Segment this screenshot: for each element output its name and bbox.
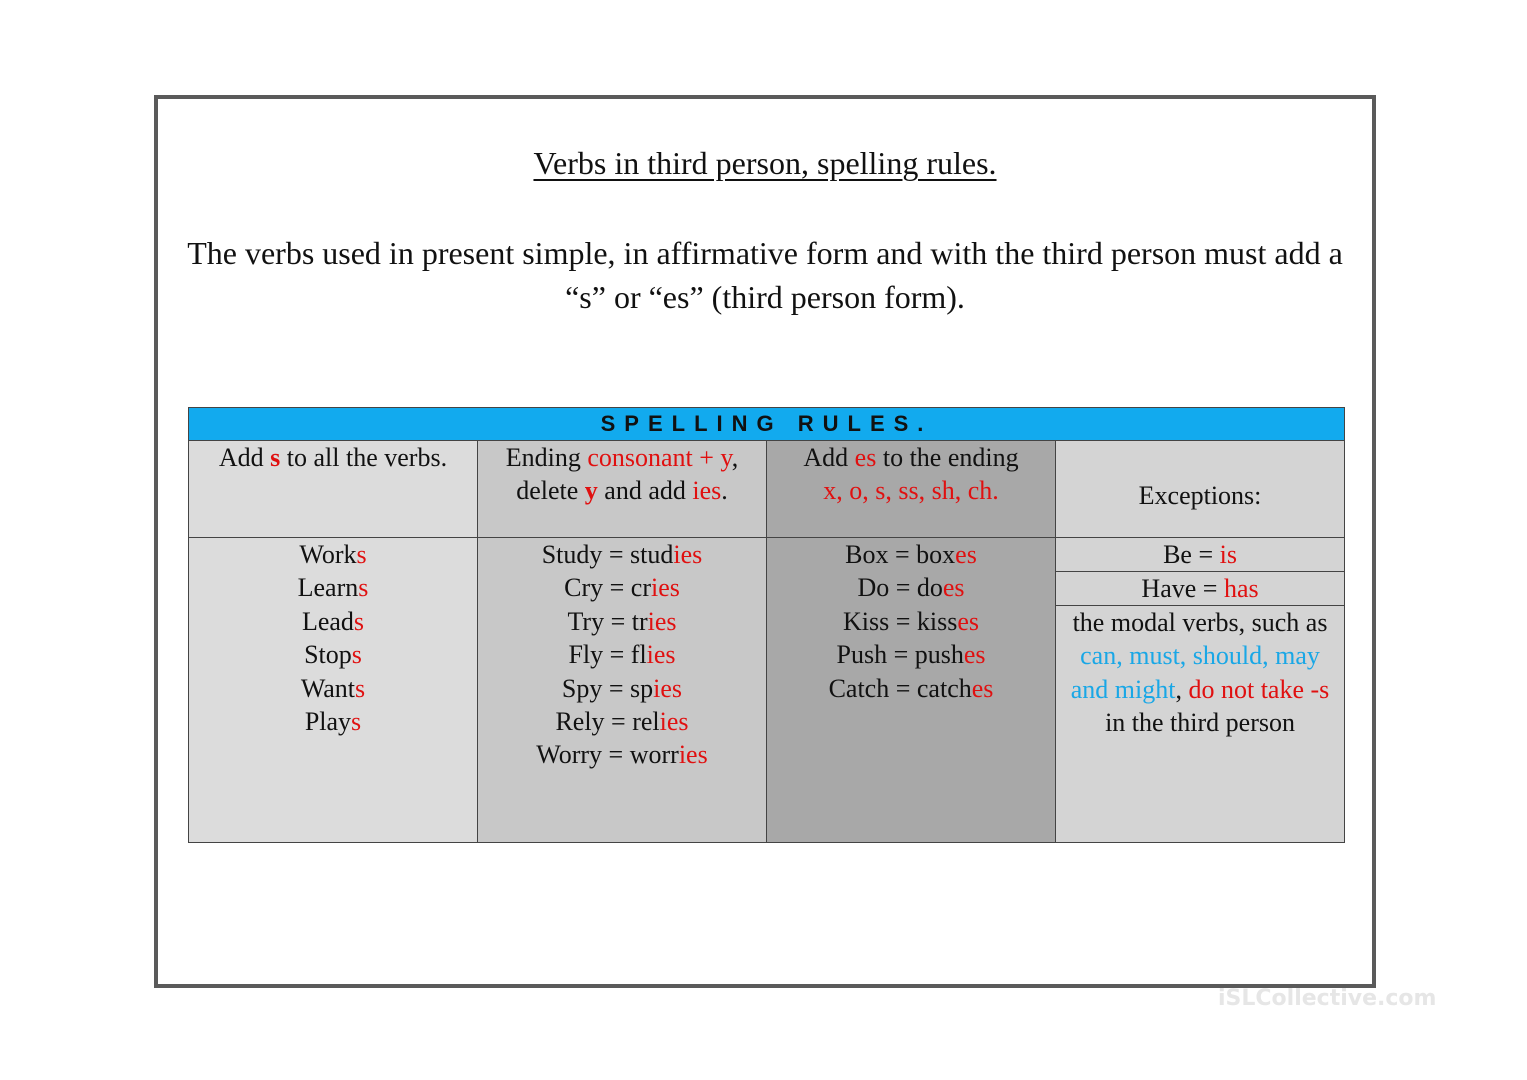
spelling-rules-table xyxy=(188,407,1345,843)
list-item: Plays xyxy=(304,707,362,737)
watermark-logo: iSLCollective.com xyxy=(1218,986,1437,1011)
list-item: Do = does xyxy=(857,573,965,603)
list-consonant-y xyxy=(478,538,767,843)
list-item: Cry = cries xyxy=(564,573,680,603)
header-add-s: Add s to all the verbs. xyxy=(189,441,478,538)
list-item: Kiss = kisses xyxy=(842,606,980,636)
exception-row: Be = is xyxy=(1056,538,1344,572)
list-item: Leads xyxy=(301,606,365,636)
list-item: Worry = worries xyxy=(536,740,708,770)
list-item: Fly = flies xyxy=(568,640,676,670)
list-item: Works xyxy=(299,540,367,569)
list-item: Learns xyxy=(297,573,369,603)
list-item: Box = boxes xyxy=(845,540,977,569)
list-exceptions xyxy=(1056,538,1345,843)
list-item: Wants xyxy=(300,673,366,703)
list-item: Catch = catches xyxy=(828,673,994,703)
list-add-s xyxy=(189,538,478,843)
list-add-es xyxy=(767,538,1056,843)
intro-text: The verbs used in present simple, in affirmative form and with the third person must add a “s” or “es” (third person form). xyxy=(187,235,1343,315)
list-item: Stops xyxy=(304,640,362,670)
list-item: Spy = spies xyxy=(561,673,683,703)
worksheet-frame xyxy=(154,95,1376,988)
page-title: Verbs in third person, spelling rules. xyxy=(533,145,997,181)
header-consonant-y: Ending consonant + y, delete y and add ies. xyxy=(478,441,767,538)
list-item: Try = tries xyxy=(567,606,677,636)
exception-row: Have = has xyxy=(1056,572,1344,606)
table-banner: SPELLING RULES. xyxy=(189,408,1345,441)
list-item: Rely = relies xyxy=(555,707,689,737)
header-add-es: Add es to the ending x, o, s, ss, sh, ch. xyxy=(767,441,1056,538)
modal-verbs-note: the modal verbs, such as can, must, should, may and might, do not take -s in the third person xyxy=(1070,608,1330,738)
list-item: Study = studies xyxy=(541,540,703,569)
header-exceptions: Exceptions: xyxy=(1056,441,1345,538)
list-item: Push = pushes xyxy=(836,640,986,670)
